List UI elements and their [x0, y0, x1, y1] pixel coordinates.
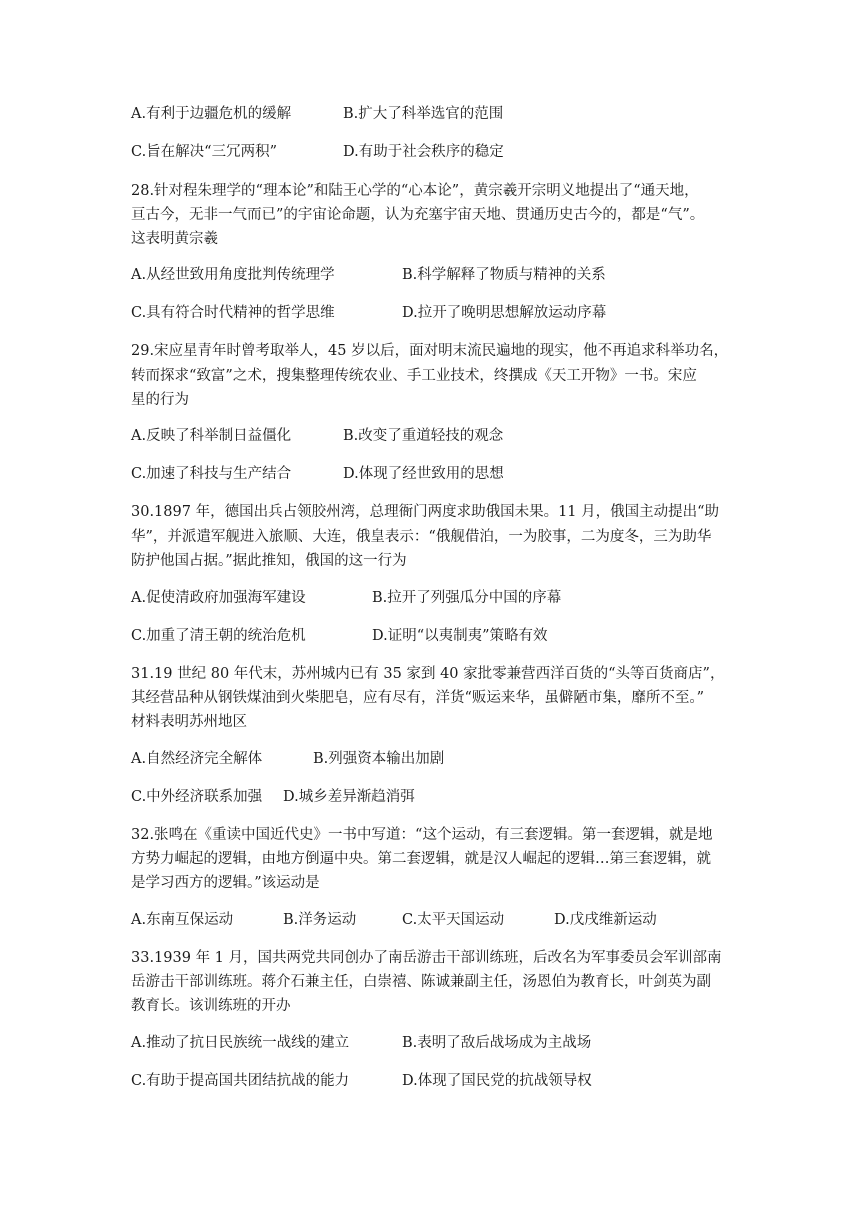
q33-stem-line-1: 33.1939 年 1 月，国共两党共同创办了南岳游击干部训练班，后改名为军事委员会军训部南 [131, 950, 722, 966]
q29-option-b: B.改变了重道轻技的观念 [343, 428, 504, 444]
q28-stem-line-3: 这表明黄宗羲 [131, 231, 218, 247]
q28-stem-line-2: 亘古今，无非一气而已”的宇宙论命题，认为充塞宇宙天地、贯通历史古今的，都是“气”。 [131, 207, 705, 223]
q31-option-c: C.中外经济联系加强 [131, 789, 263, 805]
q32-stem-line-3: 是学习西方的逻辑。”该运动是 [131, 875, 320, 891]
q27-option-c: C.旨在解决“三冗两积” [131, 144, 278, 160]
q33-option-a: A.推动了抗日民族统一战线的建立 [131, 1035, 350, 1051]
q30-stem-line-1: 30.1897 年，德国出兵占领胶州湾，总理衙门两度求助俄国未果。11 月，俄国主动提出“助 [131, 504, 720, 520]
q31-stem-line-3: 材料表明苏州地区 [131, 714, 247, 730]
q30-option-a: A.促使清政府加强海军建设 [131, 590, 306, 606]
q32-option-c: C.太平天国运动 [402, 912, 505, 928]
q31-option-d: D.城乡差异渐趋消弭 [283, 789, 415, 805]
q27-option-d: D.有助于社会秩序的稳定 [343, 144, 504, 160]
q31-stem-line-1: 31.19 世纪 80 年代末，苏州城内已有 35 家到 40 家批零兼营西洋百货的“头等百货商店”， [131, 666, 725, 682]
q28-option-b: B.科学解释了物质与精神的关系 [402, 267, 606, 283]
q29-stem-line-2: 转而探求“致富”之术，搜集整理传统农业、手工业技术，终撰成《天工开物》一书。宋应 [131, 368, 697, 384]
q29-option-d: D.体现了经世致用的思想 [343, 466, 504, 482]
q33-option-b: B.表明了敌后战场成为主战场 [402, 1035, 592, 1051]
q30-stem-line-2: 华”，并派遣军舰进入旅顺、大连，俄皇表示：“俄舰借泊，一为胶事，二为度冬，三为助华 [131, 529, 712, 545]
q28-option-a: A.从经世致用角度批判传统理学 [131, 267, 335, 283]
q31-option-b: B.列强资本输出加剧 [313, 751, 445, 767]
q33-stem-line-3: 教育长。该训练班的开办 [131, 998, 291, 1014]
q30-option-d: D.证明“以夷制夷”策略有效 [372, 628, 548, 644]
q32-stem-line-1: 32.张鸣在《重读中国近代史》一书中写道：“这个运动，有三套逻辑。第一套逻辑，就是地 [131, 827, 713, 843]
q30-stem-line-3: 防护他国占据。”据此推知，俄国的这一行为 [131, 553, 407, 569]
q30-option-b: B.拉开了列强瓜分中国的序幕 [372, 590, 562, 606]
q33-stem-line-2: 岳游击干部训练班。蒋介石兼主任，白崇禧、陈诚兼副主任，汤恩伯为教育长，叶剑英为副 [131, 974, 711, 990]
q28-option-d: D.拉开了晚明思想解放运动序幕 [402, 305, 607, 321]
q29-option-c: C.加速了科技与生产结合 [131, 466, 292, 482]
q31-stem-line-2: 其经营品种从钢铁煤油到火柴肥皂，应有尽有，洋货“贩运来华，虽僻陋市集，靡所不至。” [131, 690, 705, 706]
q32-stem-line-2: 方势力崛起的逻辑，由地方倒逼中央。第二套逻辑，就是汉人崛起的逻辑…第三套逻辑，就 [131, 851, 711, 867]
q33-option-d: D.体现了国民党的抗战领导权 [402, 1073, 592, 1089]
q31-option-a: A.自然经济完全解体 [131, 751, 263, 767]
q32-option-a: A.东南互保运动 [131, 912, 234, 928]
q29-stem-line-1: 29.宋应星青年时曾考取举人，45 岁以后，面对明末流民遍地的现实，他不再追求科举功名， [131, 343, 729, 359]
q32-option-d: D.戊戌维新运动 [554, 912, 657, 928]
q29-option-a: A.反映了科举制日益僵化 [131, 428, 292, 444]
q30-option-c: C.加重了清王朝的统治危机 [131, 628, 306, 644]
q29-stem-line-3: 星的行为 [131, 392, 189, 408]
q32-option-b: B.洋务运动 [283, 912, 357, 928]
q27-option-a: A.有利于边疆危机的缓解 [131, 106, 292, 122]
q33-option-c: C.有助于提高国共团结抗战的能力 [131, 1073, 350, 1089]
q28-stem-line-1: 28.针对程朱理学的“理本论”和陆王心学的“心本论”，黄宗羲开宗明义地提出了“通天地， [131, 183, 699, 199]
q28-option-c: C.具有符合时代精神的哲学思维 [131, 305, 335, 321]
q27-option-b: B.扩大了科举选官的范围 [343, 106, 504, 122]
